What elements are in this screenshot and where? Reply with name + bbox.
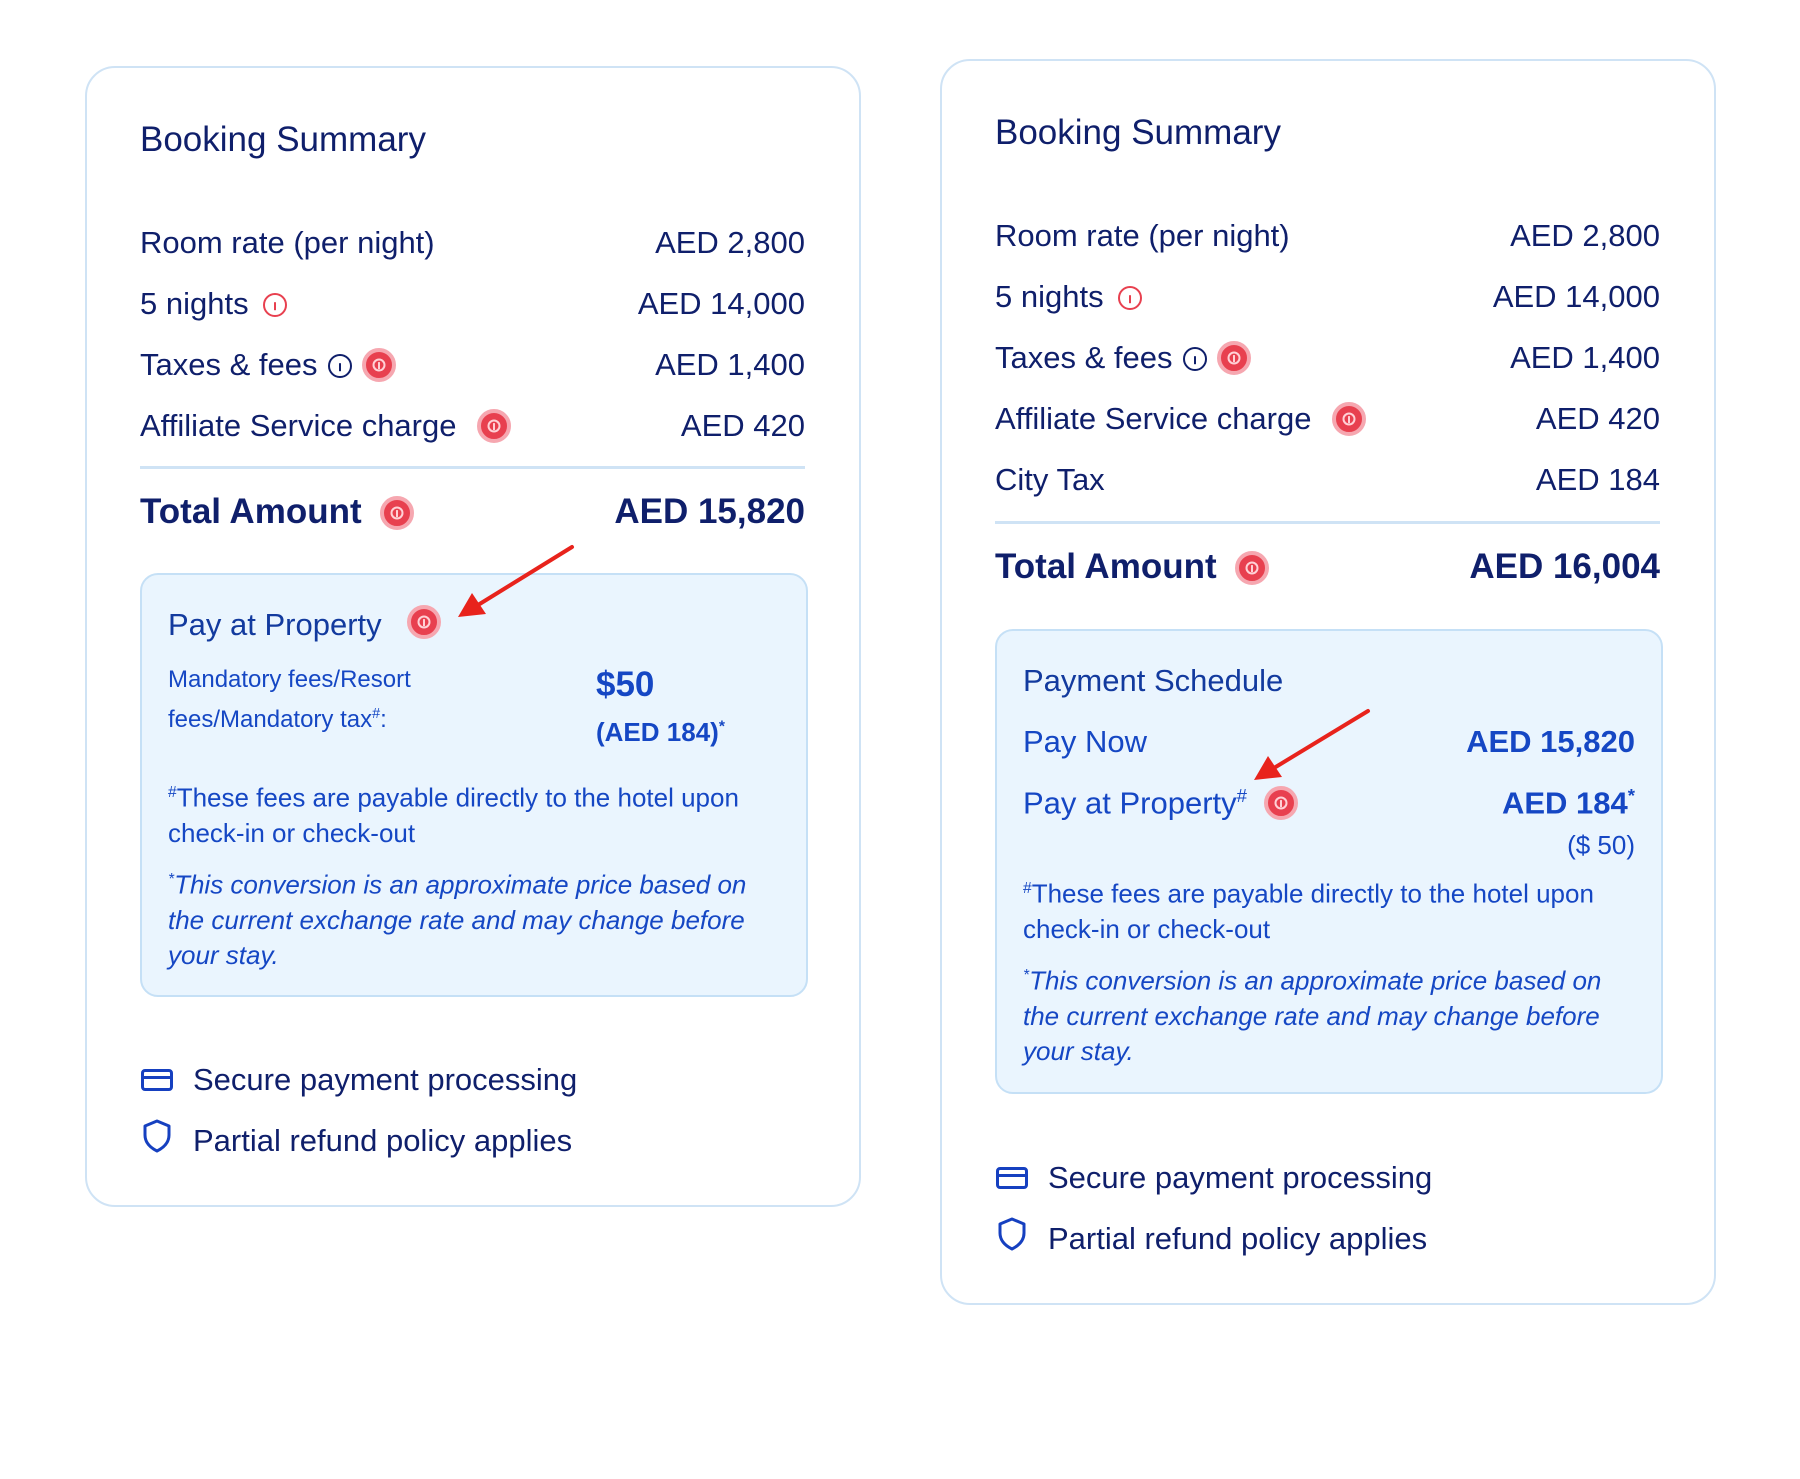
mandatory-fees-label-line2: fees/Mandatory tax#: [168, 706, 387, 733]
taxes-info-icon[interactable] [328, 354, 352, 378]
shield-icon [142, 1119, 172, 1153]
pay-at-property-usd: ($ 50) [1567, 830, 1635, 860]
nights-info-icon[interactable] [1118, 286, 1142, 310]
taxes-highlight-info-icon[interactable] [1217, 341, 1251, 375]
mandatory-fees-label-line1: Mandatory fees/Resort [168, 666, 411, 693]
total-label: Total Amount [140, 492, 362, 531]
booking-summary-card-original [85, 66, 861, 1207]
divider [140, 466, 805, 469]
pay-now-value: AED 15,820 [1466, 724, 1635, 759]
pay-now-label: Pay Now [1023, 724, 1148, 759]
taxes-value: AED 1,400 [1510, 340, 1660, 375]
total-info-icon[interactable] [380, 496, 414, 530]
affiliate-info-icon[interactable] [477, 409, 511, 443]
credit-card-icon [996, 1167, 1028, 1189]
card-title: Booking Summary [140, 120, 426, 159]
direct-payment-note: #These fees are payable directly to the hotel upon check-in or check-out [1023, 878, 1594, 944]
total-info-icon[interactable] [1235, 551, 1269, 585]
conversion-note: *This conversion is an approximate price based on the current exchange rate and may change before your stay. [168, 869, 747, 970]
city-tax-label: City Tax [995, 462, 1105, 497]
nights-label: 5 nights [995, 279, 1104, 314]
taxes-value: AED 1,400 [655, 347, 805, 382]
divider [995, 521, 1660, 524]
refund-policy-label: Partial refund policy applies [193, 1123, 573, 1158]
usd-amount: $50 [596, 665, 655, 704]
payment-schedule-panel [995, 629, 1663, 1094]
aed-amount: (AED 184)* [596, 717, 725, 747]
direct-payment-note: #These fees are payable directly to the hotel upon check-in or check-out [168, 782, 739, 848]
affiliate-info-icon[interactable] [1332, 402, 1366, 436]
taxes-label: Taxes & fees [140, 347, 318, 382]
nights-info-icon[interactable] [263, 293, 287, 317]
taxes-highlight-info-icon[interactable] [362, 348, 396, 382]
total-label: Total Amount [995, 547, 1217, 586]
affiliate-charge-label: Affiliate Service charge [140, 408, 457, 443]
pay-at-property-title: Pay at Property [168, 607, 382, 642]
secure-payment-label: Secure payment processing [193, 1062, 578, 1097]
pay-at-property-value: AED 184* [1501, 785, 1635, 821]
total-value: AED 15,820 [614, 492, 805, 531]
credit-card-icon [141, 1069, 173, 1091]
shield-icon [997, 1217, 1027, 1251]
payment-schedule-title: Payment Schedule [1023, 663, 1284, 698]
nights-value: AED 14,000 [637, 286, 805, 321]
pay-at-property-label: Pay at Property# [1023, 785, 1247, 821]
nights-value: AED 14,000 [1492, 279, 1660, 314]
card-title: Booking Summary [995, 113, 1281, 152]
room-rate-value: AED 2,800 [1510, 218, 1660, 253]
nights-label: 5 nights [140, 286, 249, 321]
affiliate-charge-label: Affiliate Service charge [995, 401, 1312, 436]
affiliate-charge-value: AED 420 [680, 408, 805, 443]
room-rate-label: Room rate (per night) [995, 218, 1290, 253]
pay-at-property-info-icon[interactable] [1264, 786, 1298, 820]
taxes-label: Taxes & fees [995, 340, 1173, 375]
refund-policy-label: Partial refund policy applies [1048, 1221, 1428, 1256]
booking-summary-card-revised [940, 59, 1716, 1305]
room-rate-value: AED 2,800 [655, 225, 805, 260]
conversion-note: *This conversion is an approximate price based on the current exchange rate and may change before your stay. [1023, 965, 1602, 1066]
total-value: AED 16,004 [1469, 547, 1660, 586]
secure-payment-label: Secure payment processing [1048, 1160, 1433, 1195]
pay-at-property-info-icon[interactable] [407, 605, 441, 639]
pay-at-property-panel [140, 573, 808, 997]
city-tax-value: AED 184 [1535, 462, 1660, 497]
room-rate-label: Room rate (per night) [140, 225, 435, 260]
affiliate-charge-value: AED 420 [1535, 401, 1660, 436]
taxes-info-icon[interactable] [1183, 347, 1207, 371]
